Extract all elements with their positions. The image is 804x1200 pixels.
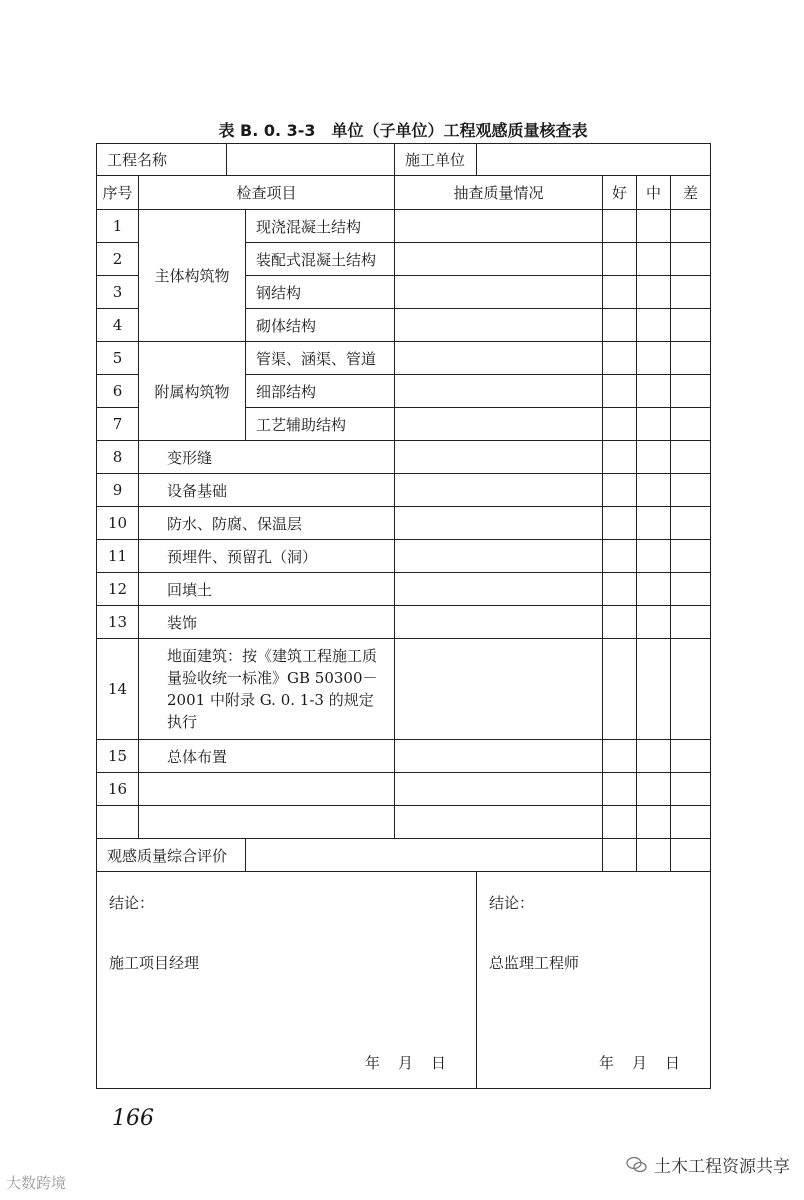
good-cell[interactable] — [603, 540, 637, 573]
situation-cell[interactable] — [395, 773, 603, 806]
row-number: 13 — [97, 606, 139, 639]
good-cell[interactable] — [603, 342, 637, 375]
row-item: 装配式混凝土结构 — [246, 243, 395, 276]
table-row — [97, 740, 711, 773]
table-row — [97, 540, 711, 573]
situation-cell[interactable] — [395, 441, 603, 474]
row-item: 工艺辅助结构 — [246, 408, 395, 441]
medium-cell[interactable] — [637, 773, 671, 806]
medium-cell[interactable] — [637, 540, 671, 573]
project-name-field[interactable] — [227, 144, 395, 176]
poor-cell[interactable] — [671, 740, 711, 773]
row-item: 设备基础 — [139, 474, 395, 507]
poor-cell[interactable] — [671, 474, 711, 507]
col-medium: 中 — [637, 176, 671, 210]
poor-cell[interactable] — [671, 806, 711, 839]
col-situation: 抽查质量情况 — [395, 176, 603, 210]
group-main-structure: 主体构筑物 — [139, 210, 246, 342]
watermark-left — [6, 1172, 66, 1193]
row-number: 3 — [97, 276, 139, 309]
medium-cell[interactable] — [637, 839, 671, 872]
row-item: 防水、防腐、保温层 — [139, 507, 395, 540]
good-cell[interactable] — [603, 408, 637, 441]
situation-cell[interactable] — [395, 375, 603, 408]
situation-cell[interactable] — [395, 606, 603, 639]
table-row — [97, 441, 711, 474]
medium-cell[interactable] — [637, 474, 671, 507]
row-number: 16 — [97, 773, 139, 806]
row-item: 现浇混凝土结构 — [246, 210, 395, 243]
good-cell[interactable] — [603, 606, 637, 639]
col-good: 好 — [603, 176, 637, 210]
medium-cell[interactable] — [637, 740, 671, 773]
good-cell[interactable] — [603, 474, 637, 507]
row-item: 地面建筑：按《建筑工程施工质量验收统一标准》GB 50300－2001 中附录 G. 0. 1-3 的规定执行 — [139, 639, 395, 740]
row-item: 回填土 — [139, 573, 395, 606]
row-number: 7 — [97, 408, 139, 441]
good-cell[interactable] — [603, 375, 637, 408]
poor-cell[interactable] — [671, 309, 711, 342]
medium-cell[interactable] — [637, 507, 671, 540]
table-row — [97, 210, 711, 243]
month-label: 月 — [397, 1054, 413, 1072]
watermark-right — [626, 1152, 790, 1177]
row-item: 预埋件、预留孔（洞） — [139, 540, 395, 573]
row-number: 4 — [97, 309, 139, 342]
good-cell[interactable] — [603, 276, 637, 309]
row-number: 1 — [97, 210, 139, 243]
good-cell[interactable] — [603, 210, 637, 243]
poor-cell[interactable] — [671, 375, 711, 408]
date-line — [581, 1052, 680, 1073]
row-number: 14 — [97, 639, 139, 740]
project-manager-label: 施工项目经理 — [109, 954, 200, 972]
page-number: 166 — [112, 1106, 154, 1131]
row-item: 变形缝 — [139, 441, 395, 474]
good-cell[interactable] — [603, 773, 637, 806]
col-poor: 差 — [671, 176, 711, 210]
good-cell[interactable] — [603, 309, 637, 342]
situation-cell[interactable] — [395, 540, 603, 573]
year-label: 年 — [598, 1054, 614, 1072]
poor-cell[interactable] — [671, 243, 711, 276]
good-cell[interactable] — [603, 639, 637, 740]
group-auxiliary-structure: 附属构筑物 — [139, 342, 246, 441]
row-item[interactable] — [139, 806, 395, 839]
row-number: 5 — [97, 342, 139, 375]
poor-cell[interactable] — [671, 573, 711, 606]
good-cell[interactable] — [603, 441, 637, 474]
medium-cell[interactable] — [637, 408, 671, 441]
situation-cell[interactable] — [395, 309, 603, 342]
table-row — [97, 806, 711, 839]
table-row — [97, 342, 711, 375]
row-number: 2 — [97, 243, 139, 276]
poor-cell[interactable] — [671, 540, 711, 573]
row-item: 钢结构 — [246, 276, 395, 309]
row-number: 6 — [97, 375, 139, 408]
supervisor-signature-block[interactable] — [477, 872, 711, 1089]
contractor-label: 施工单位 — [395, 144, 477, 176]
table-row — [97, 639, 711, 740]
table-row — [97, 606, 711, 639]
situation-cell[interactable] — [395, 740, 603, 773]
medium-cell[interactable] — [637, 375, 671, 408]
row-number: 11 — [97, 540, 139, 573]
conclusion-label: 结论： — [489, 894, 535, 912]
medium-cell[interactable] — [637, 276, 671, 309]
row-number: 9 — [97, 474, 139, 507]
poor-cell[interactable] — [671, 839, 711, 872]
medium-cell[interactable] — [637, 441, 671, 474]
medium-cell[interactable] — [637, 243, 671, 276]
poor-cell[interactable] — [671, 441, 711, 474]
medium-cell[interactable] — [637, 606, 671, 639]
conclusion-label: 结论： — [109, 894, 155, 912]
header-row — [97, 144, 711, 176]
row-item: 装饰 — [139, 606, 395, 639]
watermark-left-text: 大数跨境 — [6, 1174, 67, 1192]
situation-cell[interactable] — [395, 806, 603, 839]
contractor-signature-block[interactable] — [97, 872, 477, 1089]
row-number: 8 — [97, 441, 139, 474]
situation-cell[interactable] — [395, 210, 603, 243]
poor-cell[interactable] — [671, 342, 711, 375]
situation-cell[interactable] — [395, 243, 603, 276]
situation-cell[interactable] — [395, 408, 603, 441]
overall-label: 观感质量综合评价 — [97, 839, 246, 872]
overall-field[interactable] — [246, 839, 603, 872]
poor-cell[interactable] — [671, 210, 711, 243]
table-row — [97, 507, 711, 540]
poor-cell[interactable] — [671, 507, 711, 540]
col-item: 检查项目 — [139, 176, 395, 210]
poor-cell[interactable] — [671, 408, 711, 441]
good-cell[interactable] — [603, 839, 637, 872]
row-number: 12 — [97, 573, 139, 606]
situation-cell[interactable] — [395, 507, 603, 540]
row-number: 10 — [97, 507, 139, 540]
watermark-right-text: 土木工程资源共享 — [654, 1157, 790, 1177]
medium-cell[interactable] — [637, 342, 671, 375]
situation-cell[interactable] — [395, 573, 603, 606]
wechat-icon — [626, 1156, 648, 1174]
poor-cell[interactable] — [671, 773, 711, 806]
day-label: 日 — [665, 1054, 681, 1072]
date-line — [347, 1052, 446, 1073]
good-cell[interactable] — [603, 573, 637, 606]
row-item[interactable] — [139, 773, 395, 806]
good-cell[interactable] — [603, 806, 637, 839]
medium-cell[interactable] — [637, 210, 671, 243]
poor-cell[interactable] — [671, 639, 711, 740]
project-name-label: 工程名称 — [97, 144, 227, 176]
situation-cell[interactable] — [395, 276, 603, 309]
inspection-table — [96, 143, 711, 1089]
column-header-row — [97, 176, 711, 210]
row-item: 砌体结构 — [246, 309, 395, 342]
overall-row — [97, 839, 711, 872]
row-number: 15 — [97, 740, 139, 773]
medium-cell[interactable] — [637, 309, 671, 342]
medium-cell[interactable] — [637, 639, 671, 740]
good-cell[interactable] — [603, 243, 637, 276]
good-cell[interactable] — [603, 507, 637, 540]
day-label: 日 — [431, 1054, 447, 1072]
row-item: 总体布置 — [139, 740, 395, 773]
situation-cell[interactable] — [395, 639, 603, 740]
medium-cell[interactable] — [637, 806, 671, 839]
col-seq: 序号 — [97, 176, 139, 210]
poor-cell[interactable] — [671, 276, 711, 309]
chief-supervisor-label: 总监理工程师 — [489, 954, 580, 972]
table-row — [97, 773, 711, 806]
situation-cell[interactable] — [395, 342, 603, 375]
poor-cell[interactable] — [671, 606, 711, 639]
situation-cell[interactable] — [395, 474, 603, 507]
signature-row — [97, 872, 711, 1089]
year-label: 年 — [364, 1054, 380, 1072]
table-title: 表 B. 0. 3-3 单位（子单位）工程观感质量核查表 — [218, 121, 588, 140]
month-label: 月 — [631, 1054, 647, 1072]
row-item: 细部结构 — [246, 375, 395, 408]
row-item: 管渠、涵渠、管道 — [246, 342, 395, 375]
good-cell[interactable] — [603, 740, 637, 773]
medium-cell[interactable] — [637, 573, 671, 606]
row-number — [97, 806, 139, 839]
table-row — [97, 474, 711, 507]
table-row — [97, 573, 711, 606]
contractor-field[interactable] — [477, 144, 711, 176]
